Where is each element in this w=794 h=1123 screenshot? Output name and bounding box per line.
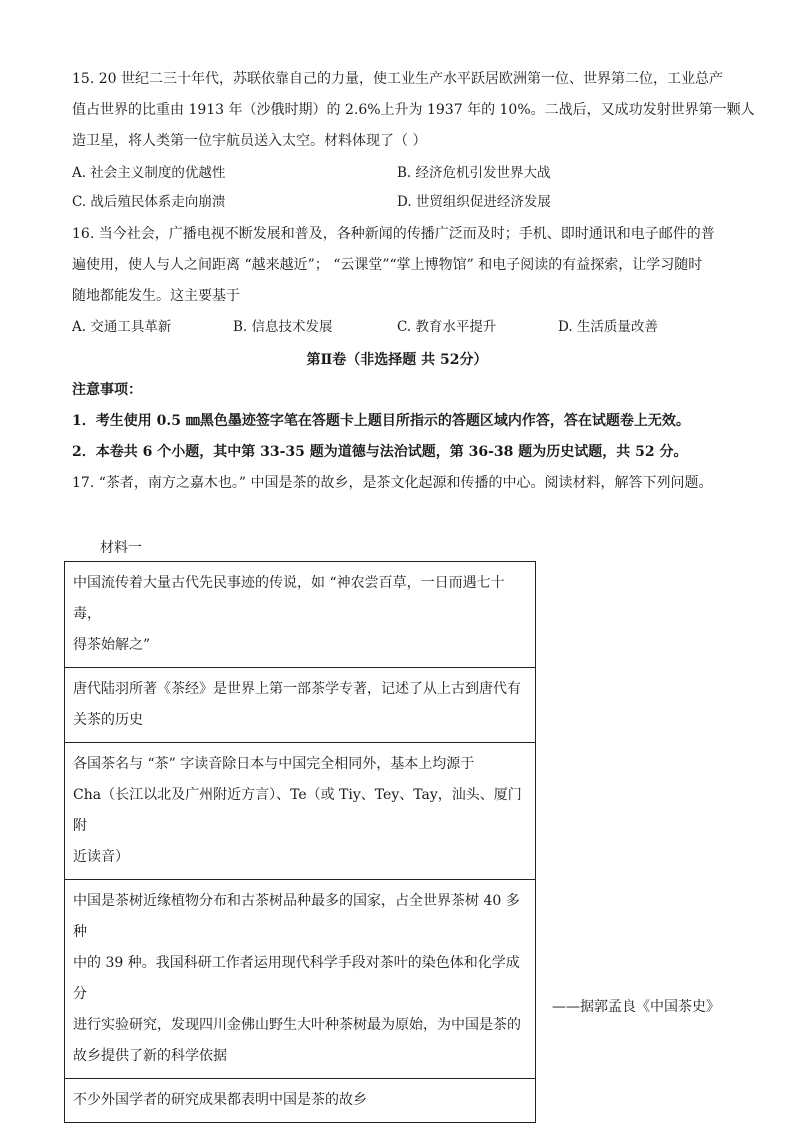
q16-line-3: 随地都能发生。这主要基于 <box>72 288 240 304</box>
material-table <box>64 561 536 1123</box>
cell-line: 得茶始解之” <box>73 637 151 653</box>
material-cell-5 <box>65 1079 536 1123</box>
q16-option-a[interactable]: A. 交通工具革新 <box>72 319 172 335</box>
cell-line: 中国流传着大量古代先民事迹的传说，如 “神农尝百草，一日而遇七十毒， <box>73 575 505 622</box>
cell-line: 关茶的历史 <box>73 712 143 728</box>
material-cell-4 <box>65 880 536 1079</box>
cell-line: 中国是茶树近缘植物分布和古茶树品种最多的国家，占全世界茶树 40 多种 <box>73 893 520 940</box>
cell-line: Cha（长江以北及广州附近方言）、Te（或 Tiy、Tey、Tay，汕头、厦门附 <box>73 787 522 834</box>
q15-line-3: 造卫星，将人类第一位宇航员送入太空。材料体现了（ ） <box>72 133 427 149</box>
cell-line: 近读音） <box>73 849 129 865</box>
cell-line: 各国茶名与 “茶” 字读音除日本与中国完全相同外，基本上均源于 <box>73 756 475 772</box>
notice-item-1: 1．考生使用 0.5 ㎜黑色墨迹签字笔在答题卡上题目所指示的答题区域内作答，答在试题卷上无效。 <box>72 413 690 429</box>
q15-option-d[interactable]: D. 世贸组织促进经济发展 <box>397 194 551 210</box>
notice-heading: 注意事项： <box>72 382 142 398</box>
q16-line-2: 遍使用，使人与人之间距离 “越来越近”； “云课堂”“掌上博物馆” 和电子阅读的有益探索，让学习随时 <box>72 257 703 273</box>
material-cell-1 <box>65 562 536 668</box>
q16-line-1: 16. 当今社会，广播电视不断发展和普及，各种新闻的传播广泛而及时；手机、即时通讯和电子邮件的普 <box>72 226 715 242</box>
material-source: ——据郭孟良《中国茶史》 <box>552 999 720 1015</box>
cell-line: 中的 39 种。我国科研工作者运用现代科学手段对茶叶的染色体和化学成分 <box>73 955 520 1002</box>
section-title: 第Ⅱ卷（非选择题 共 52分） <box>306 352 488 368</box>
cell-line: 唐代陆羽所著《茶经》是世界上第一部茶学专著，记述了从上古到唐代有 <box>73 681 521 697</box>
q15-line-1: 15. 20 世纪二三十年代，苏联依靠自己的力量，使工业生产水平跃居欧洲第一位、世界第二位，工业总产 <box>72 71 723 87</box>
table-row <box>65 562 536 668</box>
q15-option-c[interactable]: C. 战后殖民体系走向崩溃 <box>72 194 226 210</box>
q17-stem: 17. “茶者，南方之嘉木也。” 中国是茶的故乡，是茶文化起源和传播的中心。阅读材料，解答下列问题。 <box>72 475 713 491</box>
q15-line-2: 值占世界的比重由 1913 年（沙俄时期）的 2.6%上升为 1937 年的 10%。二战后，又成功发射世界第一颗人 <box>72 102 755 118</box>
q15-option-a[interactable]: A. 社会主义制度的优越性 <box>72 165 226 181</box>
q16-option-d[interactable]: D. 生活质量改善 <box>558 319 658 335</box>
cell-line: 故乡提供了新的科学依据 <box>73 1048 227 1064</box>
cell-line: 进行实验研究，发现四川金佛山野生大叶种茶树最为原始，为中国是茶的 <box>73 1017 521 1033</box>
material-cell-3 <box>65 743 536 880</box>
q15-option-b[interactable]: B. 经济危机引发世界大战 <box>397 165 551 181</box>
material-cell-2 <box>65 668 536 743</box>
notice-item-2: 2．本卷共 6 个小题，其中第 33-35 题为道德与法治试题，第 36-38 题为历史试题，共 52 分。 <box>72 444 688 460</box>
table-row <box>65 1079 536 1123</box>
q16-option-b[interactable]: B. 信息技术发展 <box>233 319 333 335</box>
material-title: 材料一 <box>100 540 142 556</box>
q16-option-c[interactable]: C. 教育水平提升 <box>397 319 497 335</box>
table-row <box>65 880 536 1079</box>
table-row <box>65 743 536 880</box>
cell-line: 不少外国学者的研究成果都表明中国是茶的故乡 <box>73 1092 367 1108</box>
table-row <box>65 668 536 743</box>
